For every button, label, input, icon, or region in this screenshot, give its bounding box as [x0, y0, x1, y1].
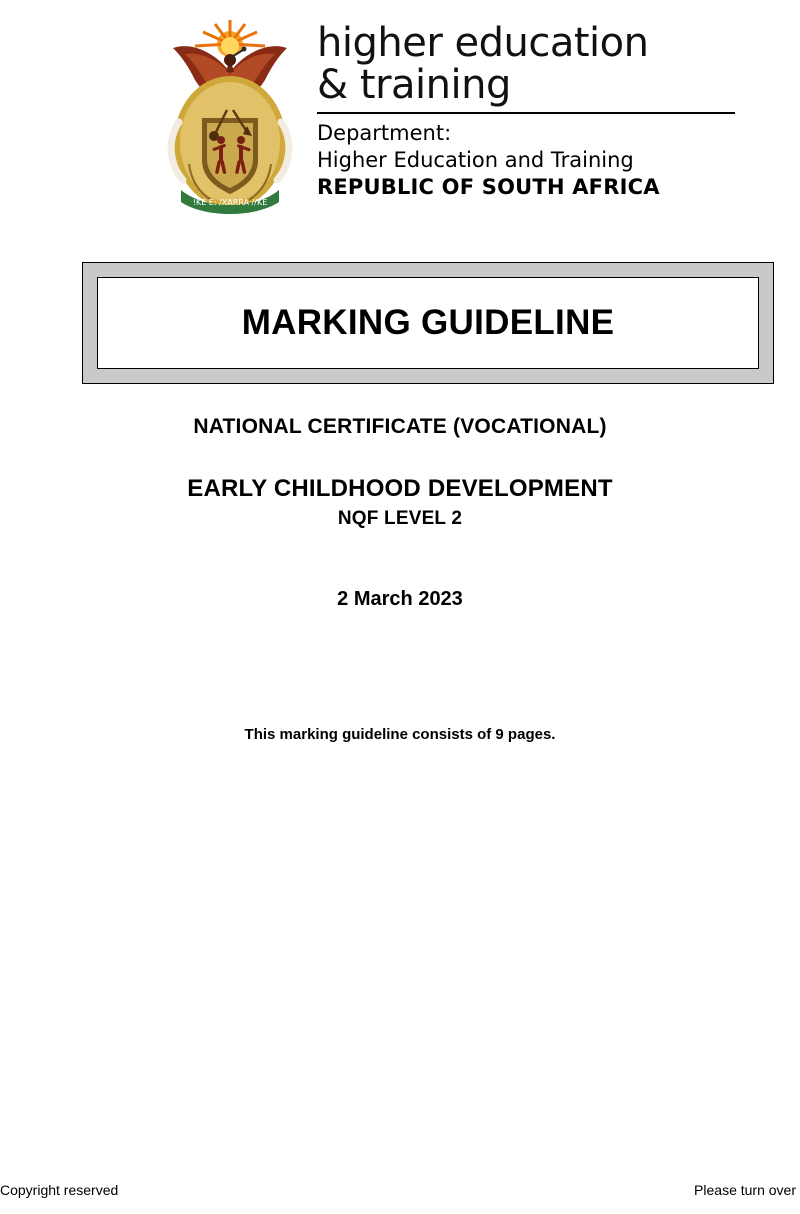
- department-wordmark: [317, 22, 737, 201]
- document-details: [0, 410, 800, 745]
- south-africa-coat-of-arms-icon: [155, 14, 305, 219]
- department-name: Higher Education and Training: [317, 148, 634, 172]
- page-footer: [0, 1182, 800, 1206]
- title-box-inner: [97, 277, 759, 369]
- svg-text:!KE E: /XARRA //KE: !KE E: /XARRA //KE: [192, 198, 268, 207]
- turn-over-notice: Please turn over: [694, 1182, 796, 1198]
- subject-name: EARLY CHILDHOOD DEVELOPMENT: [187, 475, 613, 502]
- nqf-level: NQF LEVEL 2: [337, 508, 463, 529]
- copyright-notice: Copyright reserved: [0, 1182, 119, 1198]
- page-title: MARKING GUIDELINE: [241, 303, 615, 342]
- wordmark-divider: [317, 112, 735, 114]
- certificate-name: NATIONAL CERTIFICATE (VOCATIONAL): [193, 415, 607, 438]
- exam-date: 2 March 2023: [337, 588, 463, 610]
- department-title-line1: higher education: [317, 20, 649, 66]
- marking-guideline-title-box: [82, 262, 774, 384]
- page-count-note: This marking guideline consists of 9 pages.: [244, 726, 556, 743]
- country-name: REPUBLIC OF SOUTH AFRICA: [317, 175, 660, 199]
- department-title-line2: & training: [317, 62, 511, 108]
- document-header: [0, 14, 800, 229]
- department-label: Department:: [317, 121, 452, 145]
